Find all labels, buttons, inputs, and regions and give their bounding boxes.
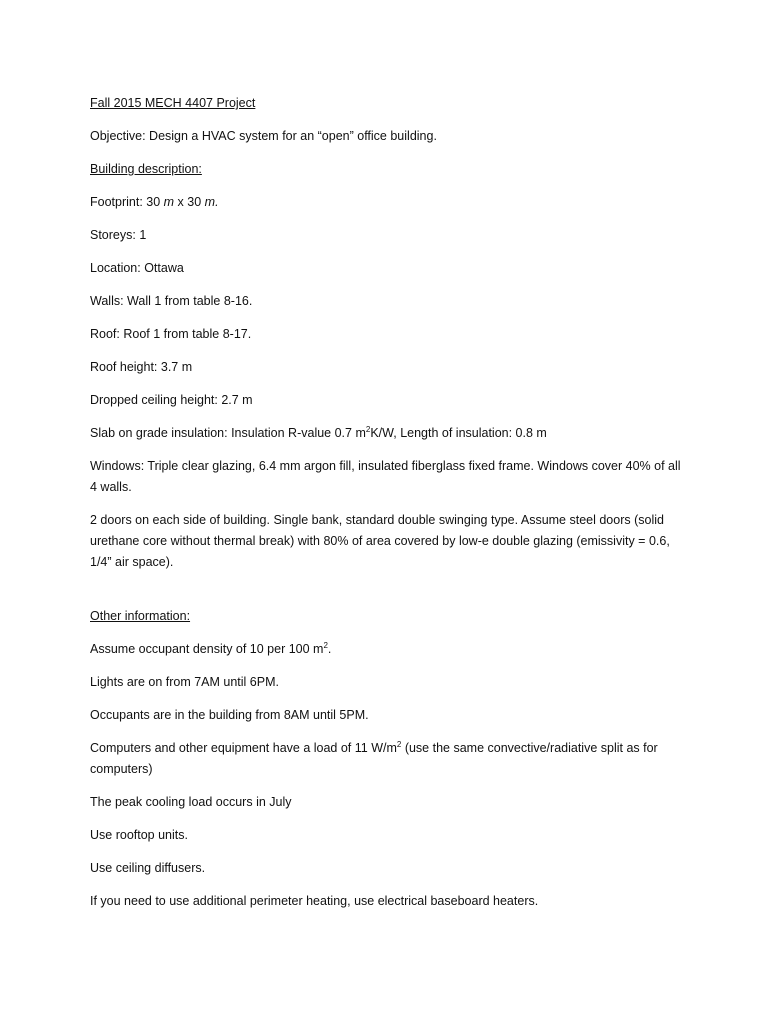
walls-text: Walls: Wall 1 from table 8-16. [90,294,253,308]
document-body [90,93,690,912]
peak-cooling-text: The peak cooling load occurs in July [90,795,292,809]
perimeter-heating-text: If you need to use additional perimeter heating, use electrical baseboard heaters. [90,894,539,908]
lights-text: Lights are on from 7AM until 6PM. [90,675,279,689]
document-title: Fall 2015 MECH 4407 Project [90,96,256,110]
ceiling-height-text: Dropped ceiling height: 2.7 m [90,393,253,407]
other-information-heading: Other information: [90,609,191,623]
footprint-text: Footprint: 30 m x 30 m. [90,195,219,209]
computers-load-text: Computers and other equipment have a load of 11 $W/m^2$ (use the same convective/radiative split as for computers) [90,740,658,776]
location-text: Location: Ottawa [90,261,184,275]
doors-text: 2 doors on each side of building. Single bank, standard double swinging type. Assume steel doors (solid urethane core without thermal break) with 80% of area covered by low-e double glazing (emissivity = 0.6, 1/4” air space). [90,513,670,569]
ceiling-diffusers-text: Use ceiling diffusers. [90,861,206,875]
windows-text: Windows: Triple clear glazing, 6.4 mm argon fill, insulated fiberglass fixed frame. Windows cover 40% of all 4 walls. [90,459,681,494]
building-description-heading: Building description: [90,162,202,176]
objective-text: Objective: Design a HVAC system for an “open” office building. [90,129,437,143]
storeys-text: Storeys: 1 [90,228,147,242]
roof-text: Roof: Roof 1 from table 8-17. [90,327,252,341]
occupants-time-text: Occupants are in the building from 8AM until 5PM. [90,708,369,722]
slab-insulation-text: Slab on grade insulation: Insulation R-value 0.7 $m^2K/W$, Length of insulation: 0.8 m [90,425,547,440]
occupant-density-text: Assume occupant density of 10 per 100 $m^2$. [90,641,332,656]
rooftop-units-text: Use rooftop units. [90,828,188,842]
roof-height-text: Roof height: 3.7 m [90,360,193,374]
